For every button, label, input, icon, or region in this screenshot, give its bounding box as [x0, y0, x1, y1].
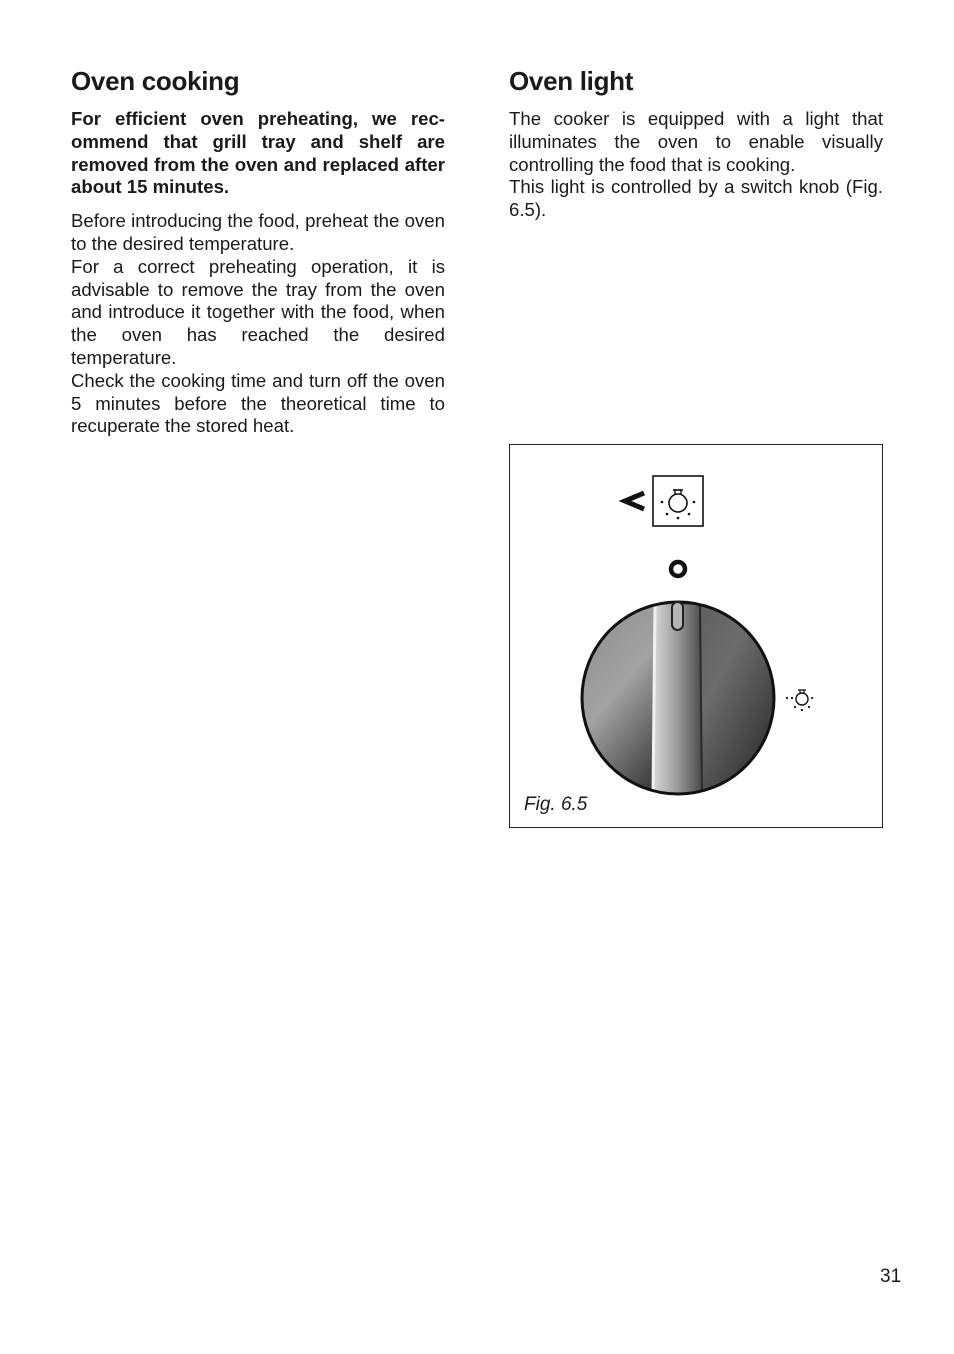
paragraph: The cooker is equipped with a light that illuminates the oven to enable visually controlling the food that is cooking.: [509, 108, 883, 175]
paragraph: This light is controlled by a switch knob (Fig. 6.5).: [509, 176, 883, 221]
off-position-icon: [671, 562, 685, 576]
lamp-icon: [653, 476, 703, 526]
heading-oven-cooking: Oven cooking: [71, 66, 240, 96]
lamp-position-icon: [786, 690, 813, 711]
arrow-left-icon: [625, 493, 644, 509]
figure-caption: Fig. 6.5: [524, 794, 588, 815]
page-number: 31: [880, 1266, 902, 1287]
preheating-note: For efficient oven preheating, we rec-ommend that grill tray and shelf are removed from the oven and replaced after about 15 minutes.: [71, 108, 445, 198]
knob-illustration: [510, 445, 882, 827]
section-oven-cooking: [71, 64, 445, 438]
control-knob: [580, 600, 781, 800]
paragraph: For a correct preheating operation, it is advisable to remove the tray from the oven and introduce it together with the food, when the oven has reached the desired temperature.: [71, 255, 445, 368]
figure-oven-light-knob: [509, 444, 883, 828]
section-oven-light: [509, 64, 883, 222]
paragraph: Before introducing the food, preheat the oven to the desired temperature.: [71, 210, 445, 254]
heading-oven-light: Oven light: [509, 66, 634, 96]
paragraph: Check the cooking time and turn off the oven 5 minutes before the theoretical time to recuperate the stored heat.: [71, 369, 445, 437]
